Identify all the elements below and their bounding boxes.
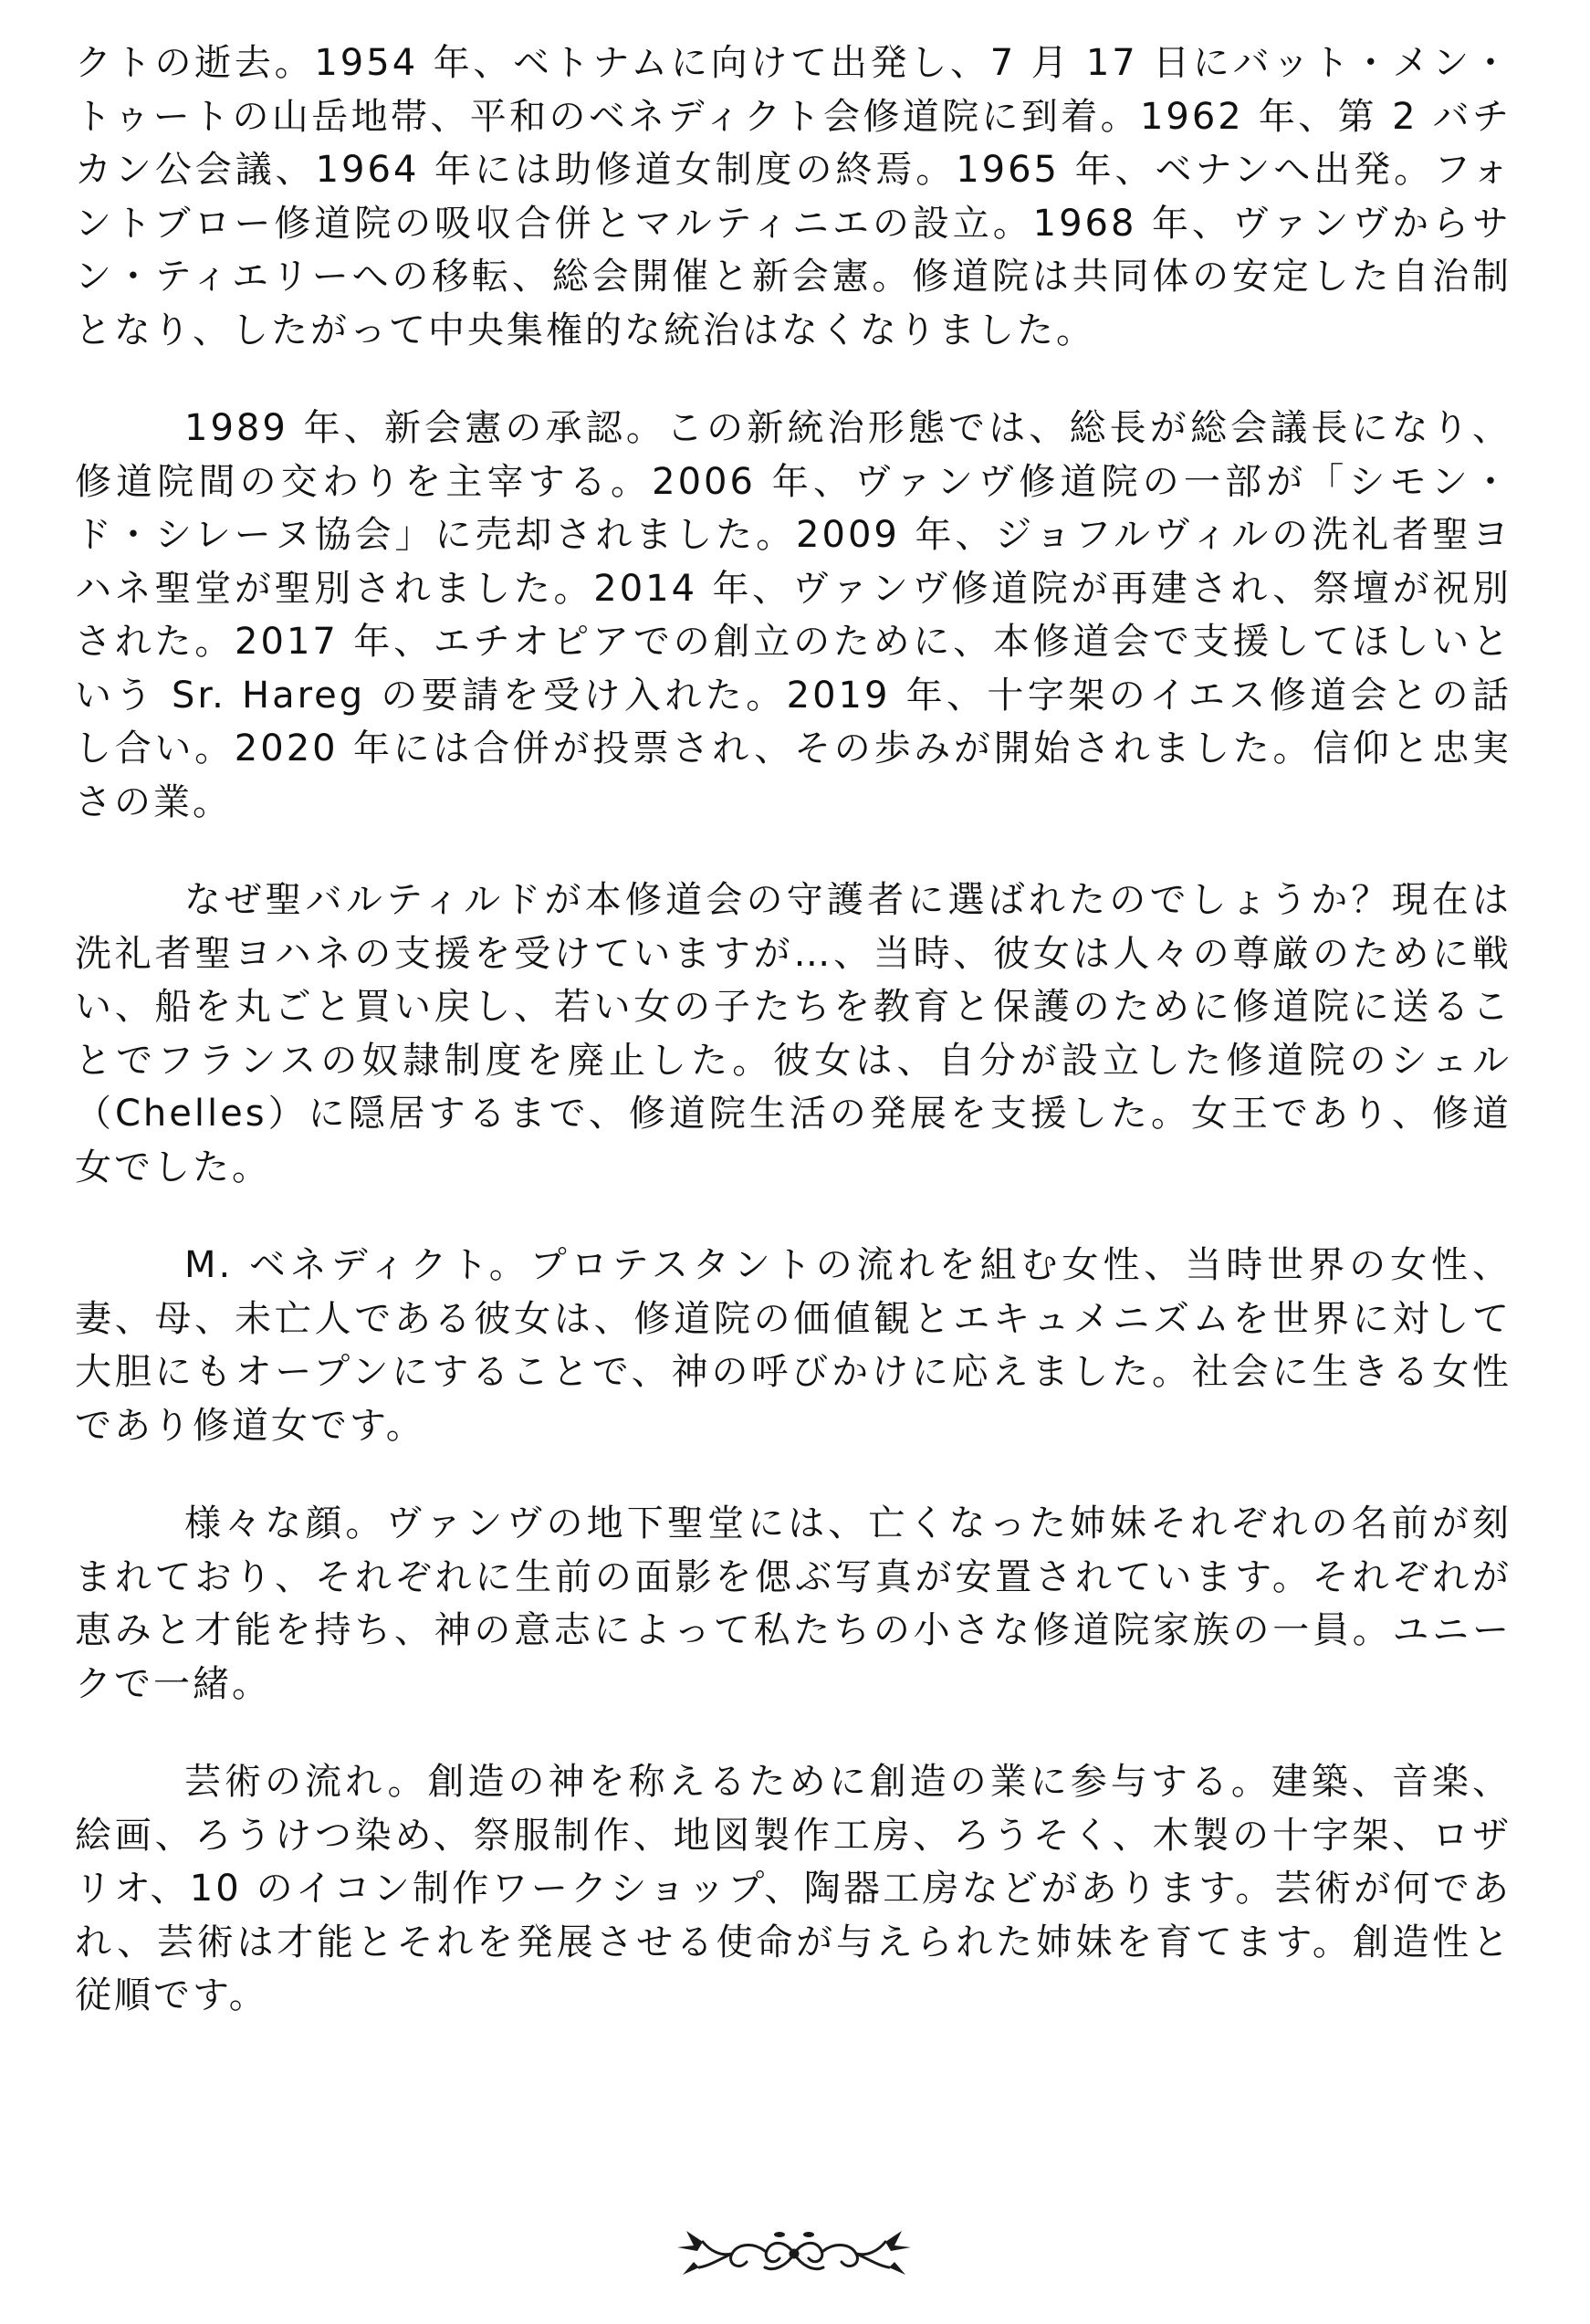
floral-ornament-icon <box>666 2222 922 2286</box>
paragraph-saint-bathilde: なぜ聖バルティルドが本修道会の守護者に選ばれたのでしょうか？現在は洗礼者聖ヨハネの支援を受けていますが…、当時、彼女は人々の尊厳のために戦い、船を丸ごと買い戻し、若い女の子たちを教育と保護のために修道院に送ることでフランスの奴隷制度を廃止した。彼女は、自分が設立した修道院のシェル（Chelles）に隠居するまで、修道院生活の発展を支援した。女王であり、修道女でした。 <box>75 879 1512 1188</box>
paragraph-history-2: 1989 年、新会憲の承認。この新統治形態では、総長が総会議長になり、修道院間の交わりを主宰する。2006 年、ヴァンヴ修道院の一部が「シモン・ド・シレーヌ協会」に売却されました。2009 年、ジョフルヴィルの洗礼者聖ヨハネ聖堂が聖別されました。2014 年、ヴァンヴ修道院が再建され、祭壇が祝別された。2017 年、エチオピアでの創立のために、本修道会で支援してほしいという Sr. Hareg の要請を受け入れた。2019 年、十字架のイエス修道会との話し合い。2020 年には合併が投票され、その歩みが開始されました。信仰と忠実さの業。 <box>75 407 1512 823</box>
paragraph-arts: 芸術の流れ。創造の神を称えるために創造の業に参与する。建築、音楽、絵画、ろうけつ染め、祭服制作、地図製作工房、ろうそく、木製の十字架、ロザリオ、10 のイコン制作ワークショップ、陶器工房などがあります。芸術が何であれ、芸術は才能とそれを発展させる使命が与えられた姉妹を育てます。創造性と従順です。 <box>75 1761 1512 2016</box>
paragraph-mother-benedict: M. ベネディクト。プロテスタントの流れを組む女性、当時世界の女性、妻、母、未亡人である彼女は、修道院の価値観とエキュメニズムを世界に対して大胆にもオープンにすることで、神の呼びかけに応えました。社会に生きる女性であり修道女です。 <box>75 1244 1512 1447</box>
document-page <box>75 37 1512 2068</box>
paragraph-history-1: クトの逝去。1954 年、ベトナムに向けて出発し、7 月 17 日にバット・メン・トゥートの山岳地帯、平和のベネディクト会修道院に到着。1962 年、第 2 バチカン公会議、1964 年には助修道女制度の終焉。1965 年、ベナンへ出発。フォントブロー修道院の吸収合併とマルティニエの設立。1968 年、ヴァンヴからサン・ティエリーへの移転、総会開催と新会憲。修道院は共同体の安定した自治制となり、したがって中央集権的な統治はなくなりました。 <box>75 42 1512 351</box>
paragraph-faces: 様々な顔。ヴァンヴの地下聖堂には、亡くなった姉妹それぞれの名前が刻まれており、それぞれに生前の面影を偲ぶ写真が安置されています。それぞれが恵みと才能を持ち、神の意志によって私たちの小さな修道院家族の一員。ユニークで一緒。 <box>75 1502 1512 1705</box>
